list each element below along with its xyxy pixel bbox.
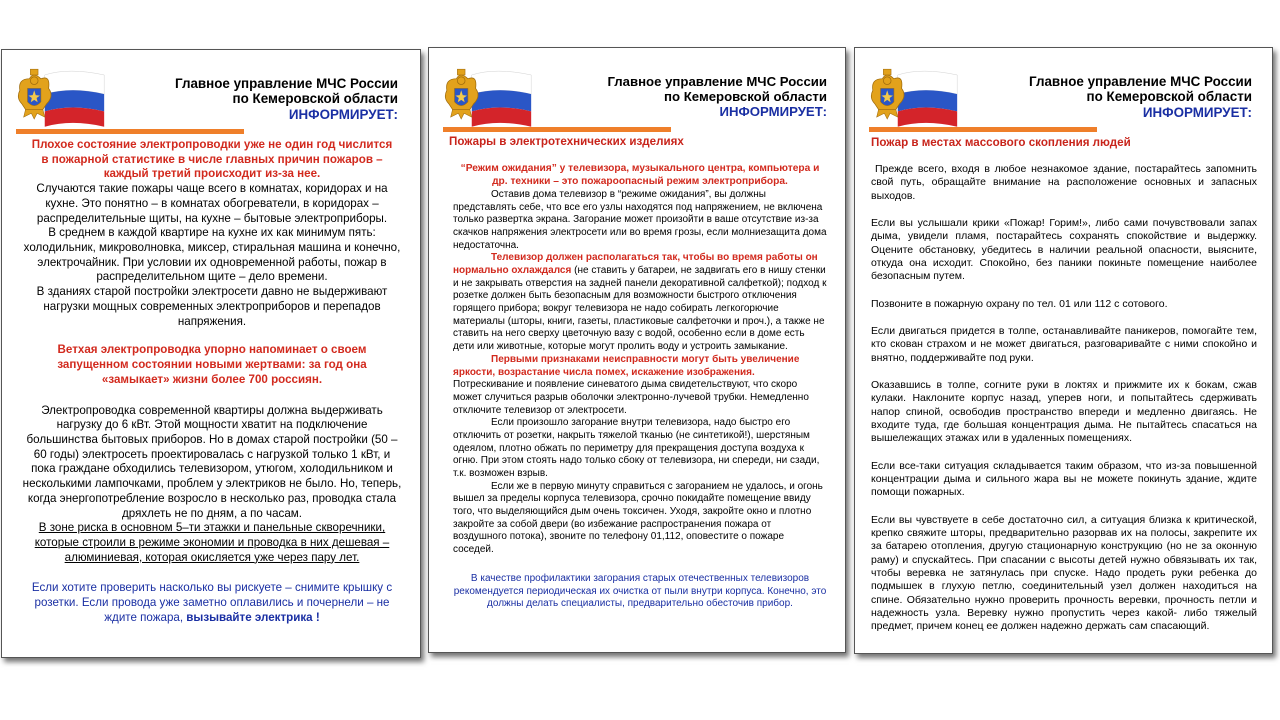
warning-text: Первыми признаками неисправности могут быть увеличение яркости, возрастание числа помех, искажение изображения. bbox=[453, 353, 800, 378]
paragraph: Электропроводка современной квартиры должна выдерживать нагрузку до 6 кВт. Этой мощности хватит на подключение большинства бытовых приборов. Но в домах старой постройки (50 – 60 годы) электросеть проектировалась с нагрузкой только 1 кВт, и пока граждане обходились телевизором, утюгом, холодильником и несколькими лампочками, проблем у электриков не было. Но, теперь, когда энергопотребление возросло в несколько раз, проводка стала дряхлеть не по дням, а по часам. bbox=[22, 403, 402, 520]
paragraph: Если произошло загорание внутри телевизора, надо быстро его отключить от розетки, накрыть тяжелой тканью (не синтетикой!), шерстяным одеялом, плотно обжать по периметру для прекращения доступа воздуха к огню. При этом стоять надо только сбоку от телевизора, ни спереди, ни сзади, т.к. возможен взрыв. bbox=[453, 417, 820, 480]
paragraph: Прежде всего, входя в любое незнакомое здание, постарайтесь запомнить свой путь, обращайте внимание на расположение основных и запасных выходов. bbox=[871, 163, 1257, 202]
paragraph: В зданиях старой постройки электросети давно не выдерживают нагрузки мощных современных электроприборов и перепадов напряжения. bbox=[36, 285, 388, 328]
paragraph bbox=[453, 354, 827, 417]
emchs-emblem-logo bbox=[16, 64, 108, 130]
paragraph-underlined: В зоне риска в основном 5–ти этажки и панельные скворечники, которые строили в режиме экономии и проводка в них дешевая – алюминиевая, которая окисляется уже через пару лет. bbox=[34, 521, 390, 564]
emchs-emblem-logo bbox=[443, 64, 535, 130]
org-line1: Главное управление МЧС России bbox=[607, 74, 827, 89]
headline: “Режим ожидания” у телевизора, музыкального центра, компьютера и др. техники – это пожароопасный режим электроприбора. bbox=[460, 163, 820, 187]
topic-title: Пожар в местах массового скопления людей bbox=[871, 136, 1131, 149]
paragraph: Оказавшись в толпе, согните руки в локтях и прижмите их к бокам, сжав кулаки. Наклоните корпус назад, уперев ноги, и попытайтесь сдерживать напор спиной, освободив пространство впереди и медленно двигаясь. Не входите туда, где большая концентрация дыма. Не пытайтесь спасаться на вышележащих этажах или в удаленных помещениях. bbox=[871, 378, 1257, 445]
paragraph: Если вы услышали крики «Пожар! Горим!», либо сами почувствовали запах дыма, увидели пламя, постарайтесь сохранять спокойствие и выдержку. Оцените обстановку, убедитесь в наличии реальной опасности, выясните, откуда она исходит. Спокойно, без паники покиньте помещение наиболее безопасным путем. bbox=[871, 216, 1257, 283]
bulletin-body bbox=[453, 163, 827, 611]
bulletin-body bbox=[22, 138, 402, 626]
orange-bar bbox=[16, 129, 244, 134]
org-header bbox=[1029, 74, 1252, 120]
bulletin-electrical-appliances bbox=[428, 47, 846, 653]
headline: Плохое состояние электропроводки уже не один год числится в пожарной статистике в числе главных причин пожаров – каждый третий происходит из-за нее. bbox=[31, 138, 393, 181]
prevention-note: В качестве профилактики загорания старых отечественных телевизоров рекомендуется периодическая их очистка от пыли внутри корпуса. Конечно, это должны делать специалисты, предварительно обесточив прибор. bbox=[453, 572, 827, 610]
bulletin-wiring bbox=[1, 49, 421, 658]
org-line2: по Кемеровской области bbox=[664, 89, 827, 105]
orange-bar bbox=[869, 127, 1097, 132]
org-line1: Главное управление МЧС России bbox=[175, 76, 398, 91]
paragraph-text: Потрескивание и появление синеватого дыма свидетельствуют, что скоро может случиться разрыв оболочки электронно-лучевой трубки. Немедленно отключите телевизор от электросети. bbox=[453, 379, 809, 416]
cta-text: Если хотите проверить насколько вы рискуете – снимите крышку с розетки. Если провода уже заметно оплавились и почернели – не ждите пожара, bbox=[31, 581, 393, 624]
paragraph: Позвоните в пожарную охрану по тел. 01 или 112 с сотового. bbox=[871, 297, 1168, 310]
paragraph: Если все-таки ситуация складывается таким образом, что из-за повышенной концентрации дыма и сильного жара вы не можете покинуть здание, ждите помощи пожарных. bbox=[871, 459, 1257, 499]
informs-label: ИНФОРМИРУЕТ: bbox=[719, 104, 827, 120]
informs-label: ИНФОРМИРУЕТ: bbox=[1142, 104, 1252, 120]
emchs-emblem-logo bbox=[869, 64, 961, 130]
orange-bar bbox=[443, 127, 671, 132]
headline: Ветхая электропроводка упорно напоминает о своем запущенном состоянии новыми жертвами: за год она «замыкает» жизни более 700 россиян. bbox=[57, 343, 367, 386]
topic-title: Пожары в электротехнических изделиях bbox=[449, 135, 684, 148]
paragraph: Если же в первую минуту справиться с загоранием не удалось, и огонь вышел за пределы корпуса телевизора, срочно покидайте помещение ввиду того, что выделяющийся дым очень токсичен. Уходя, закройте окно и плотно закройте за собой двери (во избежание распространения пожара от воздушного потока), звоните по телефону 01,112, оповестите о пожаре соседей. bbox=[453, 480, 823, 556]
paragraph: В среднем в каждой квартире на кухне их как минимум пять: холодильник, микроволновка, миксер, стиральная машина и конечно, электрочайник. При условии их одновременной работы, пожар в распределительном щите – дело времени. bbox=[23, 226, 401, 284]
cta-bold: вызывайте электрика ! bbox=[186, 610, 320, 624]
paragraph: Случаются такие пожары чаще всего в комнатах, коридорах и на кухне. Это понятно – в комнатах обогреватели, в коридорах – распределительные щиты, на кухне – бытовые электроприборы. bbox=[36, 182, 388, 225]
informs-label: ИНФОРМИРУЕТ: bbox=[288, 106, 398, 122]
bulletin-crowded-places bbox=[854, 47, 1273, 654]
org-header bbox=[607, 74, 827, 120]
paragraph bbox=[453, 252, 827, 354]
paragraph: Оставив дома телевизор в “режиме ожидания”, вы должны представлять себе, что все его узлы находятся под напряжением, не включена только развертка экрана. Загорание может произойти в ваше отсутствие из-за скачков напряжения электросети или во время грозы, если молниезащита дома недостаточна. bbox=[453, 188, 827, 251]
org-line2: по Кемеровской области bbox=[1086, 89, 1252, 105]
org-line2: по Кемеровской области bbox=[232, 91, 398, 107]
paragraph: Если вы чувствуете в себе достаточно сил, а ситуация близка к критической, крепко свяжите шторы, предварительно разорвав их на полосы, закрепите их за батарею отопления, другую стационарную конструкцию (но не за оконную раму) и спускайтесь. При спасании с высоты детей нужно обвязывать их так, чтобы веревка не затянулась при спуске. Надо продеть руки ребенка до подмышек в глухую петлю, соединительный узел должен находиться на спине. Обязательно нужно проверить прочность веревки, прочность петли и надежность узла. Веревку нужно пропустить через какой- либо тяжелый предмет, причем конец ее должен надежно держать сам спасающий. bbox=[871, 513, 1257, 633]
call-to-action bbox=[22, 581, 402, 625]
warning-text: Телевизор должен располагаться так, чтобы во время работы он нормально охлаждался bbox=[453, 252, 818, 277]
org-header bbox=[175, 76, 398, 122]
paragraph: Если двигаться придется в толпе, останавливайте паникеров, помогайте тем, кто скован страхом и не может двигаться, разговаривайте с ними спокойно и внятно, поддерживайте под руки. bbox=[871, 324, 1257, 364]
org-line1: Главное управление МЧС России bbox=[1029, 74, 1252, 89]
paragraph-text: (не ставить у батареи, не задвигать его в нишу стенки и не закрывать отверстия на задней панели декоративной салфеткой); подход к розетке должен быть безопасным для возможности быстрого отключения горящего прибора; вокруг телевизора не надо собирать легкогорючие материалы (шторы, книги, газеты, пластиковые салфеточки и проч.), а также не ставить на него сверху цветочную вазу с водой, особенно если в доме есть дети или животные, которые могут пролить воду и устроить замыкание. bbox=[453, 265, 827, 353]
bulletin-body bbox=[871, 163, 1257, 634]
